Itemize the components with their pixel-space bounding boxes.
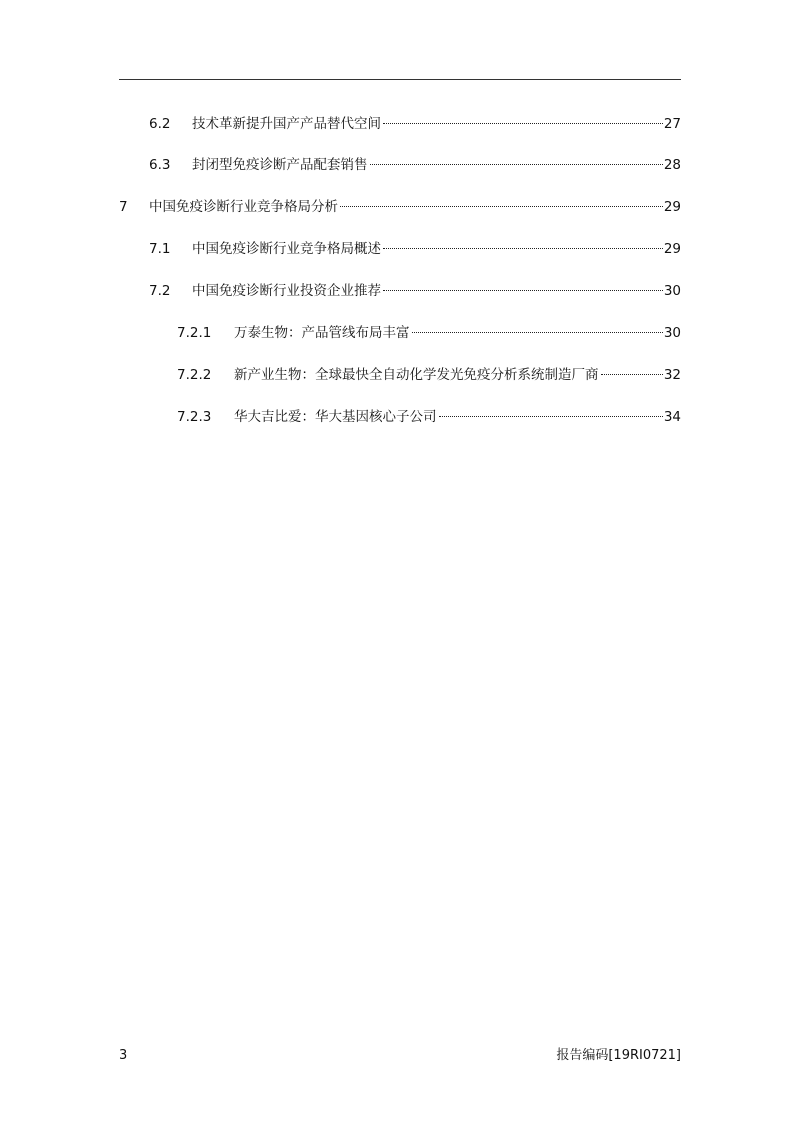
toc-entry-7-2-3[interactable] [177,403,681,426]
toc-entry-7[interactable] [119,193,681,216]
toc-entry-number: 7 [119,199,128,215]
dot-leader [412,319,663,337]
toc-entry-title: 技术革新提升国产产品替代空间 [192,116,381,132]
toc-entry-7-2[interactable] [149,277,681,300]
toc-entry-title: 新产业生物：全球最快全自动化学发光免疫分析系统制造厂商 [234,367,599,383]
toc-entry-number: 6.3 [149,157,171,173]
toc-entry-page: 28 [663,157,681,173]
toc-entry-page: 29 [663,199,681,215]
dot-leader [601,361,663,379]
toc-entry-number: 7.2.2 [177,367,212,383]
footer-page-number: 3 [119,1048,128,1063]
dot-leader [370,151,663,169]
toc-entry-title: 中国免疫诊断行业竞争格局分析 [149,199,338,215]
toc-entry-number: 7.2.3 [177,409,212,425]
toc-entry-title: 封闭型免疫诊断产品配套销售 [192,157,368,173]
toc-entry-page: 27 [663,116,681,132]
toc-entry-page: 32 [663,367,681,383]
toc-entry-number: 7.2.1 [177,325,212,341]
toc-entry-7-2-1[interactable] [177,319,681,342]
toc-entry-7-1[interactable] [149,235,681,258]
toc-entry-7-2-2[interactable] [177,361,681,384]
toc-entry-number: 7.2 [149,283,171,299]
toc-entry-title: 万泰生物：产品管线布局丰富 [234,325,410,341]
dot-leader [439,403,663,421]
toc-entry-title: 中国免疫诊断行业投资企业推荐 [192,283,381,299]
header-divider [119,79,681,80]
toc-entry-6-3[interactable] [149,151,681,174]
toc-entry-6-2[interactable] [149,110,681,133]
toc-entry-page: 34 [663,409,681,425]
toc-entry-number: 7.1 [149,241,171,257]
toc-entry-title: 中国免疫诊断行业竞争格局概述 [192,241,381,257]
toc-entry-page: 29 [663,241,681,257]
dot-leader [383,235,663,253]
toc-entry-number: 6.2 [149,116,171,132]
dot-leader [340,193,663,211]
toc-entry-title: 华大吉比爱：华大基因核心子公司 [234,409,437,425]
toc-entry-page: 30 [663,283,681,299]
dot-leader [383,277,663,295]
dot-leader [383,110,663,128]
toc-entry-page: 30 [663,325,681,341]
footer-report-code: 报告编码[19RI0721] [556,1048,681,1063]
